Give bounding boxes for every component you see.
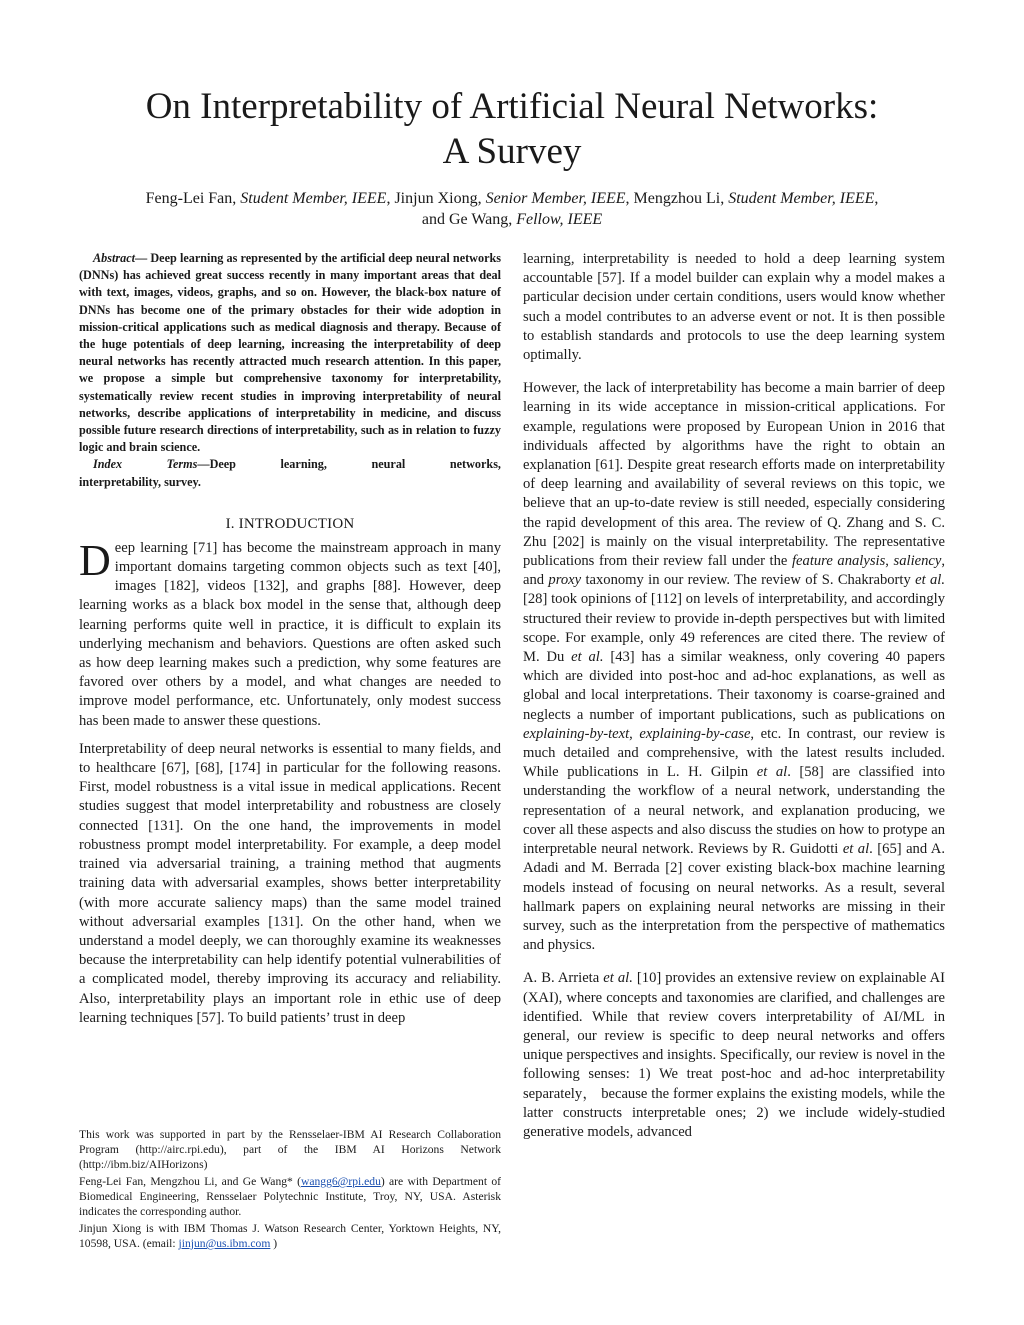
- index-term-3: neural: [371, 457, 406, 472]
- rp2-em3: proxy: [548, 572, 582, 589]
- author-2-name: , Jinjun Xiong,: [386, 190, 486, 207]
- title-line-1: On Interpretability of Artificial Neural Networks:: [145, 86, 879, 127]
- rp2-em7: explaining-by-case: [639, 725, 751, 742]
- footnotes: [79, 1127, 501, 1253]
- author-list: [60, 188, 964, 230]
- index-term-4: networks,: [449, 457, 501, 472]
- rp2-h: , etc. In contrast, our review is much detailed and comprehensive, with the latest results included. While publications in L. H. Gilpin: [523, 725, 946, 781]
- rp2-a: However, the lack of interpretability has become a main barrier of deep learning in its wide acceptance in mission-critical applications. For example, regulations were proposed by European Union in 2016 that individuals affected by algorithms have the right to obtain an explanation [61]. Despite great research efforts made on interpretability of deep learning and availability of several reviews on this topic, we believe that an up-to-date review is still needed, especially considering the rapid development of this area. The review of Q. Zhang and S. C. Zhu [202] is mainly on the visual interpretability. The representative publications from their review fall under the: [523, 380, 945, 570]
- footnote-affiliation-2-a: Jinjun Xiong is with IBM Thomas J. Watson Research Center, Yorktown Heights, NY, 10598, USA. (email:: [79, 1222, 501, 1250]
- index-term-2: learning,: [280, 457, 327, 472]
- abstract-dash: —: [134, 251, 151, 265]
- rp2-em9: et al: [842, 841, 870, 858]
- title-line-2: A Survey: [442, 131, 582, 172]
- rp2-em2: saliency: [893, 553, 942, 570]
- index-label-2: Terms: [166, 457, 198, 472]
- index-term-1: —Deep: [197, 457, 236, 472]
- rp2-em4: et al.: [915, 572, 945, 589]
- index-terms-line-2: interpretability, survey.: [79, 474, 201, 489]
- footnote-affiliation-1-a: Feng-Lei Fan, Mengzhou Li, and Ge Wang* (: [79, 1175, 301, 1188]
- author-1-name: Feng-Lei Fan,: [145, 190, 241, 207]
- author-4-role: Fellow, IEEE: [516, 211, 603, 228]
- rp2-b: ,: [885, 553, 894, 570]
- footnote-affiliation-1: [79, 1174, 501, 1219]
- section-heading-introduction: I. INTRODUCTION: [225, 515, 355, 532]
- author-1-role: Student Member, IEEE: [240, 190, 387, 207]
- author-3-role: Student Member, IEEE: [728, 190, 875, 207]
- intro-paragraph-1: [79, 535, 501, 731]
- intro-paragraph-2: Interpretability of deep neural networks is essential to many fields, and to healthcare [67], [68], [174] in particular for the following reasons. First, model robustness is a vital issue in medical applications. Recent studies suggest that model interpretability and robustness are closely connected [131]. On the one hand, the improvements in model robustness prompt model interpretability. For example, a deep model trained via adversarial training, a training method that augments training data with adversarial examples, shows better interpretability (with more accurate saliency maps) than the same model trained without adversarial examples [131]. On the other hand, when we understand a model deeply, we can thoroughly examine its weaknesses because the interpretability can help identify potential vulnerabilities of a complicated model, thereby improving its accuracy and reliability. Also, interpretability plays an important role in ethic use of deep learning techniques [57]. To build patients’ trust in deep: [79, 740, 501, 1026]
- index-label-1: Index: [93, 457, 123, 472]
- index-terms: [79, 456, 501, 490]
- author-2-role: Senior Member, IEEE: [485, 190, 626, 207]
- right-paragraph-2: [523, 379, 945, 955]
- footnote-affiliation-2: [79, 1221, 501, 1251]
- rp3-a: A. B. Arrieta: [523, 970, 604, 987]
- author-3-tail: ,: [874, 190, 879, 207]
- author-3-name: , Mengzhou Li,: [625, 190, 729, 207]
- drop-cap: D: [79, 535, 111, 585]
- paper-title: [0, 84, 1024, 174]
- right-paragraph-3: [523, 969, 945, 1142]
- right-paragraph-1: learning, interpretability is needed to hold a deep learning system accountable [57]. If a model builder can explain why a model makes a particular decision under certain conditions, users would know whether such a model contributes to an adverse event or not. It is then possible to establish standards and protocols to use the deep learning system optimally.: [523, 251, 945, 364]
- rp2-e: [28] took opinions of [112] on levels of interpretability, and accordingly structured their review to provide in-depth perspectives but with limited scope. For example, only 49 references are cited there. The review of M. Du: [523, 591, 945, 666]
- rp2-em1: feature analysis: [792, 553, 886, 570]
- right-column: [523, 250, 945, 1156]
- left-column: [79, 250, 501, 1037]
- author-4-name: and Ge Wang,: [421, 211, 517, 228]
- rp2-f: [43] has a similar weakness, only covering 40 papers which are divided into post-hoc and ad-hoc explanations, as well as global and local interpretations. Their taxonomy is coarse-grained and neglects a number of important publications, such as publications on: [523, 649, 945, 723]
- email-link-wang[interactable]: wangg6@rpi.edu: [300, 1175, 381, 1188]
- email-link-xiong[interactable]: jinjun@us.ibm.com: [178, 1237, 271, 1250]
- rp2-em6: explaining-by-text: [523, 725, 630, 742]
- rp2-g: ,: [629, 725, 640, 742]
- rp2-em5: et al.: [571, 649, 604, 666]
- abstract: [79, 250, 501, 456]
- abstract-text: Deep learning as represented by the artificial deep neural networks (DNNs) has achieved great success recently in many important areas that deal with text, images, videos, graphs, and so on. However, the black-box nature of DNNs has become one of the primary obstacles for their wide adoption in mission-critical applications such as medical diagnosis and therapy. Because of the huge potentials of deep learning, increasing the interpretability of deep neural networks has recently attracted much research attention. In this paper, we propose a simple but comprehensive taxonomy for interpretability, systematically review recent studies in improving interpretability of neural networks, describe applications of interpretability in medicine, and discuss possible future research directions of interpretability, such as in relation to fuzzy logic and brain science.: [79, 251, 501, 455]
- rp3-b: [10] provides an extensive review on explainable AI (XAI), where concepts and taxonomies are clarified, and challenges are identified. While that review covers interpretability of AI/ML in general, our review is specific to deep neural networks and offers unique perspectives and insights. Specifically, our review is novel in the following senses: 1) We treat post-hoc and ad-hoc interpretability separately， because the former explains the existing models, while the latter constructs interpretable ones; 2) we include widely-studied generative models, advanced: [523, 970, 945, 1140]
- rp2-j: . [65] and A. Adadi and M. Berrada [2] cover existing black-box machine learning models instead of focusing on neural networks. As a result, several hallmark papers on explaining neural networks are missing in their survey, such as the interpretation from the perspective of mathematics and physics.: [523, 841, 945, 954]
- footnote-affiliation-2-b: ): [270, 1237, 278, 1250]
- rp2-i: . [58] are classified into understanding the workflow of a neural network, understanding the representation of a neural network, and explanation producing, we cover all these aspects and also discuss the studies on how to protype an interpretable neural network. Reviews by R. Guidotti: [523, 764, 945, 858]
- rp3-em1: et al.: [603, 970, 633, 987]
- footnote-funding: This work was supported in part by the Rensselaer-IBM AI Research Collaboration Program (http://airc.rpi.edu), part of the IBM AI Horizons Network (http://ibm.biz/AIHorizons): [79, 1128, 501, 1171]
- rp2-em8: et al: [756, 764, 788, 781]
- rp2-d: taxonomy in our review. The review of S. Chakraborty: [581, 572, 916, 589]
- rp2-c: , and: [523, 553, 946, 589]
- footnote-affiliation-1-b: ) are with Department of Biomedical Engineering, Rensselaer Polytechnic Institute, Troy, NY, USA. Asterisk indicates the corresponding author.: [79, 1175, 501, 1218]
- abstract-label: Abstract: [93, 251, 135, 265]
- intro-paragraph-1-text: eep learning [71] has become the mainstream approach in many important domains targeting common objects such as text [40], images [182], videos [132], and graphs [88]. However, deep learning works as a black box model in the sense that, although deep learning performs quite well in practice, it is difficult to explain its underlying mechanism and behaviors. Questions are often asked such as how deep learning makes such a prediction, why some features are favored over others by a model, and what changes are needed to improve model performance, etc. Unfortunately, only modest success has been made to answer these questions.: [79, 539, 501, 729]
